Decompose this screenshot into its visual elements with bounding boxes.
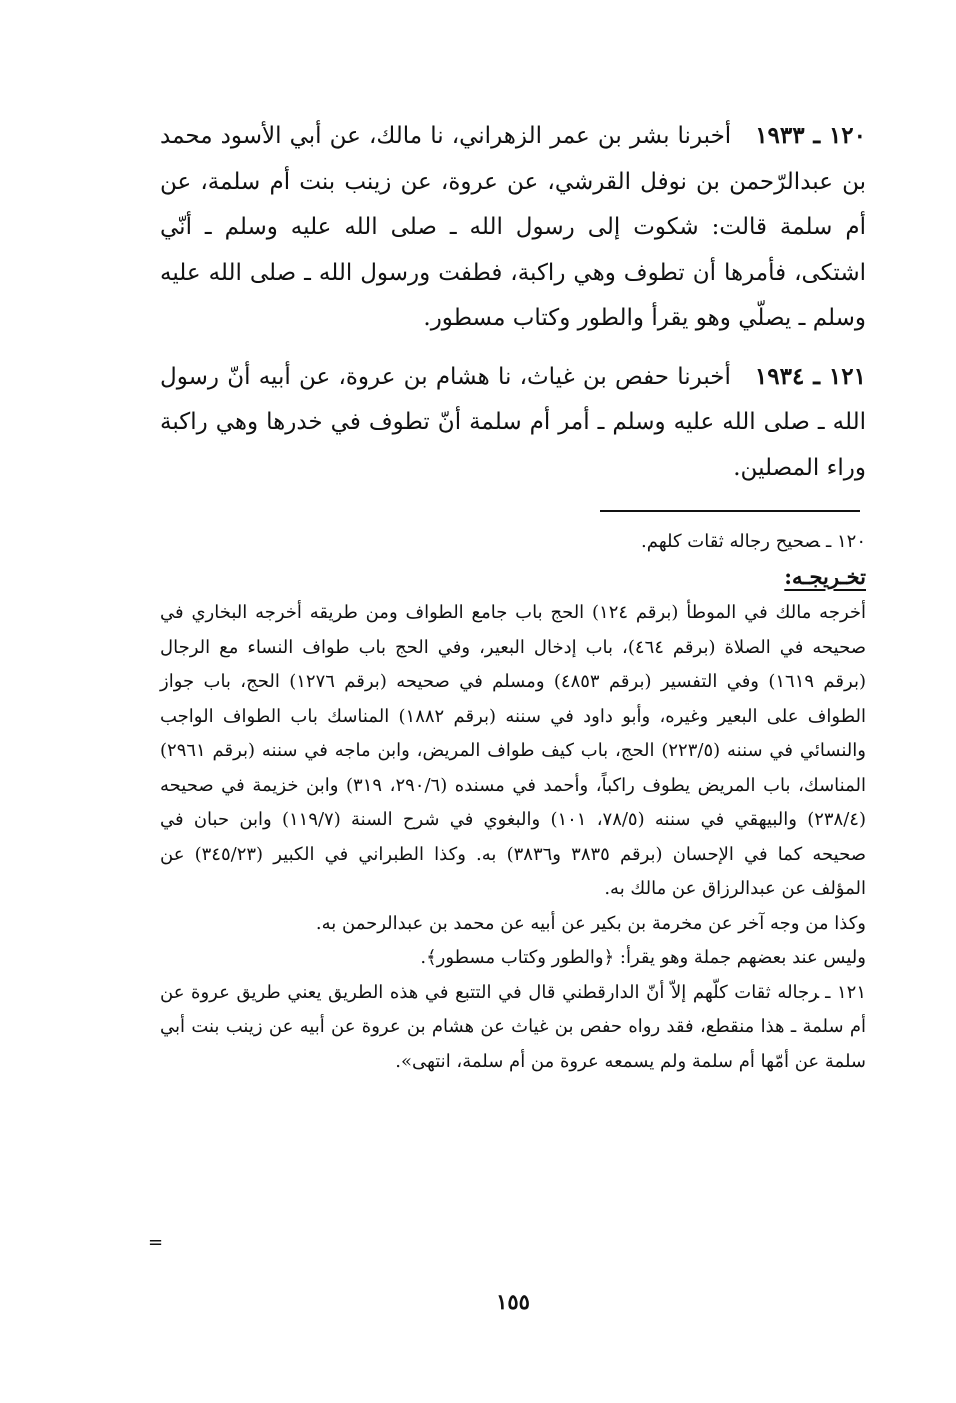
hadith-121: [160, 354, 866, 492]
document-page: [160, 0, 866, 1403]
note-number: ١٢٠ ـ: [825, 531, 866, 552]
main-text: [160, 113, 866, 503]
note-120-grade: [160, 525, 866, 560]
page-number: ١٥٥: [496, 1289, 530, 1314]
hadith-text: أخبرنا بشر بن عمر الزهراني، نا مالك، عن أبي الأسود محمد بن عبدالرّحمن بن نوفل القرشي، عن عروة، عن زينب بنت أم سلمة، عن أم سلمة قالت: شكوت إلى رسول الله ـ صلى الله عليه وسلم ـ أنّي اشتكى، فأمرها أن تطوف وهي راكبة، فطفت ورسول الله ـ صلى الله عليه وسلم ـ يصلّي وهو يقرأ والطور وكتاب مسطور.: [160, 123, 866, 331]
note-120-takhrij-text: أخرجه مالك في الموطأ (برقم ١٢٤) الحج باب جامع الطواف ومن طريقه أخرجه البخاري في صحيحه في الصلاة (برقم ٤٦٤)، باب إدخال البعير، وفي الحج باب طواف النساء مع الرجال (برقم ١٦١٩) وفي التفسير (برقم ٤٨٥٣) ومسلم في صحيحه (برقم ١٢٧٦) الحج، باب جواز الطواف على البعير وغيره، وأبو داود في سننه (برقم ١٨٨٢) المناسك باب الطواف الواجب والنسائي في سننه (٢٢٣/٥) الحج، باب كيف طواف المريض، وابن ماجه في سننه (برقم ٢٩٦١) المناسك، باب المريض يطوف راكباً، وأحمد في مسنده (٢٩٠/٦، ٣١٩) وابن خزيمة في صحيحه (٢٣٨/٤) والبيهقي في سننه (٧٨/٥، ١٠١) والبغوي في شرح السنة (١١٩/٧) وابن حبان في صحيحه كما في الإحسان (برقم ٣٨٣٥ و٣٨٣٦) به. وكذا الطبراني في الكبير (٣٤٥/٢٣) عن المؤلف عن عبدالرزاق عن مالك به.: [160, 602, 867, 899]
note-120-extra-line-2: وليس عند بعضهم جملة وهو يقرأ: ﴿والطور وكتاب مسطور﴾.: [420, 947, 866, 968]
footnotes: [160, 525, 866, 1079]
note-121: [160, 976, 866, 1080]
note-120-takhrij-heading-line: [160, 560, 866, 597]
hadith-number: ١٢١ ـ ١٩٣٤: [754, 362, 866, 390]
hadith-number: ١٢٠ ـ ١٩٣٣: [755, 122, 866, 149]
note-120-extra-line-1: وكذا من وجه آخر عن مخرمة بن بكير عن أبيه عن محمد بن عبدالرحمن به.: [315, 912, 866, 934]
note-121-text: رجاله ثقات كلّهم إلاّ أنّ الدارقطني قال في التتبع في هذه الطريق يعني طريق عروة عن أم سلمة ـ هذا منقطع، فقد رواه حفص بن غياث عن هشام بن عروة عن أبيه عن زينب بنت أبي سلمة عن أمّها أم سلمة ولم يسمعه عروة من أم سلمة، انتهى».: [160, 981, 866, 1072]
continuation-mark: =: [148, 1232, 164, 1253]
hadith-120: [160, 113, 866, 342]
note-number: ١٢١ ـ: [825, 981, 866, 1003]
note-grade-text: صحيح رجاله ثقات كلهم.: [641, 531, 820, 552]
takhrij-heading: تخـريجـه:: [784, 563, 866, 589]
footnote-separator: [600, 510, 860, 512]
hadith-text: أخبرنا حفص بن غياث، نا هشام بن عروة، عن أبيه أنّ رسول الله ـ صلى الله عليه وسلم ـ أمر أم سلمة أنّ تطوف في خدرها وهي راكبة وراء المصلين.: [160, 363, 866, 481]
